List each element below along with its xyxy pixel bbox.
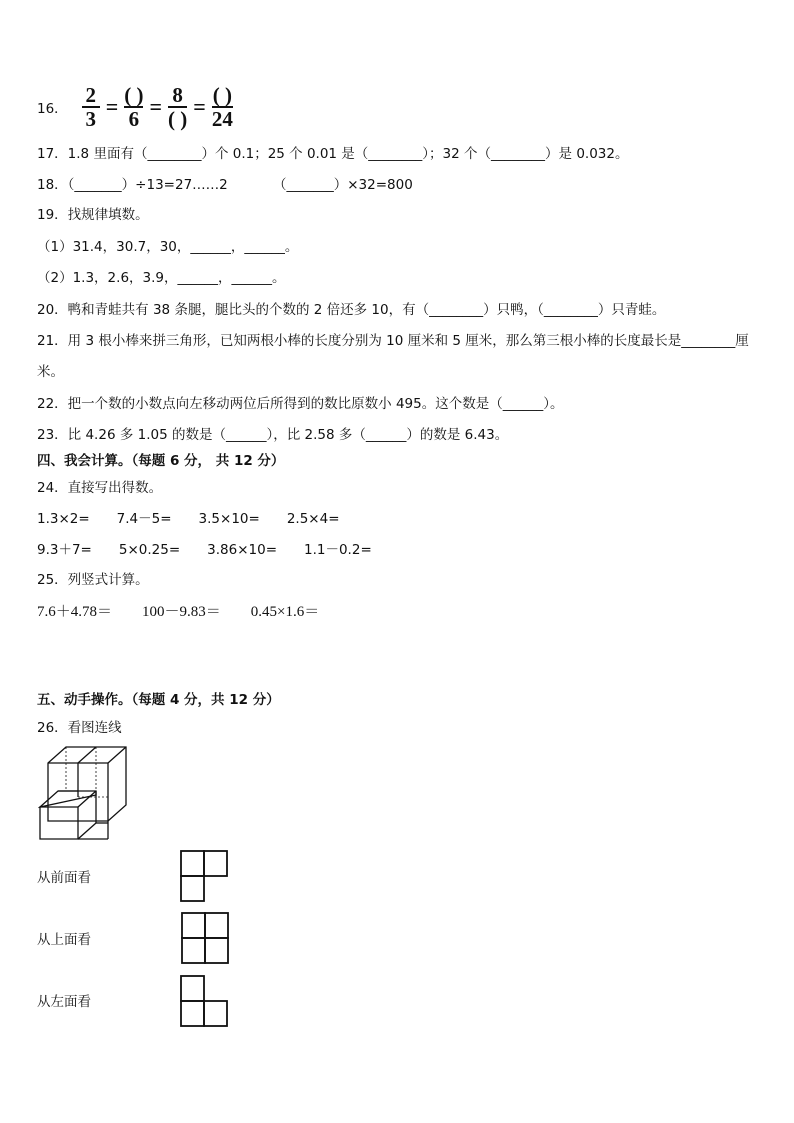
cube-stack-figure xyxy=(38,745,130,841)
section-5-heading: 五、动手操作。（每题 4 分，共 12 分） xyxy=(37,692,280,708)
equals-sign: = xyxy=(193,94,206,119)
q21-text-line2: 米。 xyxy=(37,364,64,380)
view-left-label: 从左面看 xyxy=(37,994,91,1010)
q22-text: 22．把一个数的小数点向左移动两位后所得到的数比原数小 495。这个数是（______）。 xyxy=(37,396,564,412)
q16-fraction-3 xyxy=(168,85,187,129)
q16-fraction-1 xyxy=(82,85,100,129)
view-shape-left-drawing xyxy=(180,975,230,1029)
view-front-label: 从前面看 xyxy=(37,870,91,886)
q16-fraction-4-denominator: 24 xyxy=(211,107,233,131)
q16-number: 16． xyxy=(37,101,68,117)
q18-part-a: 18．（_______）÷13=27……2 xyxy=(37,177,228,193)
q16-fraction-1-denominator: 3 xyxy=(85,107,96,131)
cube-stack-drawing xyxy=(38,745,130,841)
q18-part-b: （_______）×32=800 xyxy=(273,177,413,193)
q23-text: 23．比 4.26 多 1.05 的数是（______），比 2.58 多（______）的数是 6.43。 xyxy=(37,427,509,443)
equals-sign: = xyxy=(149,94,163,119)
view-shape-top xyxy=(181,912,231,966)
q19-sub-2: （2）1.3，2.6，3.9，______，______。 xyxy=(37,270,286,286)
q19-sub-1: （1）31.4，30.7，30，______，______。 xyxy=(37,239,299,255)
q16-fraction-3-numerator: 8 xyxy=(172,83,183,107)
q20-text: 20．鸭和青蛙共有 38 条腿，腿比头的个数的 2 倍还多 10，有（________）只鸭，（________）只青蛙。 xyxy=(37,302,666,318)
q19-text: 19．找规律填数。 xyxy=(37,207,149,223)
q24-text: 24．直接写出得数。 xyxy=(37,480,163,496)
q24-row-1: 1.3×2= 7.4－5= 3.5×10= 2.5×4= xyxy=(37,511,340,527)
q16-fraction-3-denominator: ( ) xyxy=(168,107,188,131)
q25-row-1: 7.6＋4.78＝ 100－9.83＝ 0.45×1.6＝ xyxy=(37,604,320,620)
q16-fraction-2 xyxy=(124,85,143,129)
equals-sign: = xyxy=(105,94,119,119)
q16-fraction-2-denominator: 6 xyxy=(128,107,140,131)
q17-text: 17．1.8 里面有（________）个 0.1；25 个 0.01 是（________）；32 个（________）是 0.032。 xyxy=(37,146,629,162)
view-shape-left xyxy=(180,975,230,1029)
q25-text: 25．列竖式计算。 xyxy=(37,572,149,588)
view-shape-top-drawing xyxy=(181,912,231,966)
q26-text: 26．看图连线 xyxy=(37,720,122,736)
view-top-label: 从上面看 xyxy=(37,932,91,948)
q16-fraction-4 xyxy=(212,85,233,129)
q16-row xyxy=(37,84,233,130)
section-4-heading: 四、我会计算。（每题 6 分， 共 12 分） xyxy=(37,453,285,469)
view-shape-front xyxy=(180,850,230,904)
q16-fraction-2-numerator: ( ) xyxy=(124,83,144,107)
q24-row-2: 9.3＋7= 5×0.25= 3.86×10= 1.1－0.2= xyxy=(37,542,372,558)
q21-text-line1: 21．用 3 根小棒来拼三角形，已知两根小棒的长度分别为 10 厘米和 5 厘米，那么第三根小棒的长度最长是________厘 xyxy=(37,333,749,349)
q16-fraction-4-numerator: ( ) xyxy=(212,83,232,107)
q16-fraction-1-numerator: 2 xyxy=(85,83,96,107)
view-shape-front-drawing xyxy=(180,850,230,904)
